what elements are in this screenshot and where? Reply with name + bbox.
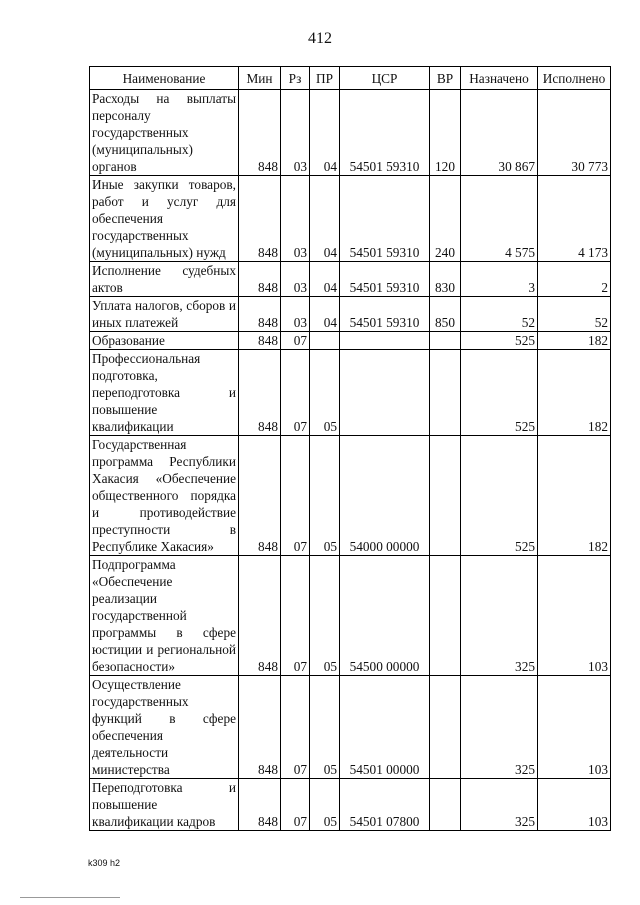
cell-name: Подпрограмма «Обеспечение реализации государственной программы в сфере юстиции и региональной безопасности»: [90, 556, 239, 676]
cell-rz: 07: [281, 350, 310, 436]
cell-vr: [430, 676, 461, 779]
header-pr: ПР: [310, 67, 340, 90]
cell-pr: 05: [310, 350, 340, 436]
footer-code: k309 h2: [88, 858, 121, 868]
cell-executed: 4 173: [538, 176, 611, 262]
table-row: [90, 436, 611, 556]
cell-vr: [430, 332, 461, 350]
cell-executed: 103: [538, 676, 611, 779]
cell-name: Уплата налогов, сборов и иных платежей: [90, 297, 239, 332]
bottom-divider: [20, 897, 120, 898]
cell-assigned: 525: [461, 332, 538, 350]
cell-vr: 850: [430, 297, 461, 332]
cell-csr: [340, 332, 430, 350]
table-row: [90, 556, 611, 676]
cell-csr: 54501 59310: [340, 297, 430, 332]
cell-csr: 54501 00000: [340, 676, 430, 779]
cell-pr: 05: [310, 436, 340, 556]
cell-csr: [340, 350, 430, 436]
table-row: [90, 297, 611, 332]
cell-assigned: 4 575: [461, 176, 538, 262]
cell-rz: 03: [281, 90, 310, 176]
cell-vr: [430, 556, 461, 676]
cell-name: Государственная программа Республики Хакасия «Обеспечение общественного порядка и противодействие преступности в Республике Хакасия»: [90, 436, 239, 556]
cell-csr: 54501 59310: [340, 90, 430, 176]
cell-pr: 05: [310, 556, 340, 676]
table-row: [90, 176, 611, 262]
table-row: [90, 676, 611, 779]
cell-csr: 54501 59310: [340, 176, 430, 262]
cell-rz: 07: [281, 676, 310, 779]
cell-min: 848: [239, 297, 281, 332]
cell-csr: 54501 59310: [340, 262, 430, 297]
cell-min: 848: [239, 262, 281, 297]
table-row: [90, 262, 611, 297]
cell-executed: 182: [538, 350, 611, 436]
cell-executed: 2: [538, 262, 611, 297]
cell-assigned: 30 867: [461, 90, 538, 176]
cell-min: 848: [239, 676, 281, 779]
cell-min: 848: [239, 350, 281, 436]
page-number: 412: [308, 30, 332, 47]
cell-rz: 07: [281, 556, 310, 676]
cell-executed: 103: [538, 556, 611, 676]
cell-pr: 04: [310, 262, 340, 297]
header-rz: Рз: [281, 67, 310, 90]
cell-min: 848: [239, 779, 281, 831]
cell-vr: 830: [430, 262, 461, 297]
cell-min: 848: [239, 90, 281, 176]
cell-assigned: 3: [461, 262, 538, 297]
cell-vr: [430, 436, 461, 556]
header-vr: ВР: [430, 67, 461, 90]
cell-assigned: 525: [461, 350, 538, 436]
cell-rz: 03: [281, 297, 310, 332]
cell-name: Переподготовка и повышение квалификации кадров: [90, 779, 239, 831]
cell-vr: [430, 779, 461, 831]
cell-name: Профессиональная подготовка, переподготовка и повышение квалификации: [90, 350, 239, 436]
cell-min: 848: [239, 332, 281, 350]
cell-rz: 07: [281, 332, 310, 350]
table-row: [90, 90, 611, 176]
cell-min: 848: [239, 556, 281, 676]
table-header-row: [90, 67, 611, 90]
cell-pr: [310, 332, 340, 350]
cell-assigned: 52: [461, 297, 538, 332]
cell-min: 848: [239, 176, 281, 262]
header-executed: Исполнено: [538, 67, 611, 90]
cell-pr: 04: [310, 297, 340, 332]
header-assigned: Назначено: [461, 67, 538, 90]
cell-assigned: 525: [461, 436, 538, 556]
cell-vr: 240: [430, 176, 461, 262]
cell-csr: 54500 00000: [340, 556, 430, 676]
cell-pr: 05: [310, 676, 340, 779]
cell-name: Образование: [90, 332, 239, 350]
header-csr: ЦСР: [340, 67, 430, 90]
cell-name: Расходы на выплаты персоналу государственных (муниципальных) органов: [90, 90, 239, 176]
cell-executed: 103: [538, 779, 611, 831]
cell-csr: 54000 00000: [340, 436, 430, 556]
budget-table: [89, 66, 611, 831]
cell-vr: [430, 350, 461, 436]
cell-name: Исполнение судебных актов: [90, 262, 239, 297]
cell-pr: 04: [310, 176, 340, 262]
header-name: Наименование: [90, 67, 239, 90]
cell-rz: 07: [281, 779, 310, 831]
table-row: [90, 350, 611, 436]
cell-rz: 03: [281, 262, 310, 297]
header-min: Мин: [239, 67, 281, 90]
cell-pr: 04: [310, 90, 340, 176]
cell-executed: 182: [538, 332, 611, 350]
cell-rz: 03: [281, 176, 310, 262]
cell-min: 848: [239, 436, 281, 556]
cell-assigned: 325: [461, 676, 538, 779]
table-row: [90, 779, 611, 831]
cell-executed: 182: [538, 436, 611, 556]
cell-name: Иные закупки товаров, работ и услуг для обеспечения государственных (муниципальных) нужд: [90, 176, 239, 262]
cell-executed: 52: [538, 297, 611, 332]
cell-vr: 120: [430, 90, 461, 176]
cell-assigned: 325: [461, 556, 538, 676]
cell-name: Осуществление государственных функций в сфере обеспечения деятельности министерства: [90, 676, 239, 779]
cell-executed: 30 773: [538, 90, 611, 176]
cell-assigned: 325: [461, 779, 538, 831]
cell-pr: 05: [310, 779, 340, 831]
cell-csr: 54501 07800: [340, 779, 430, 831]
table-row: [90, 332, 611, 350]
cell-rz: 07: [281, 436, 310, 556]
